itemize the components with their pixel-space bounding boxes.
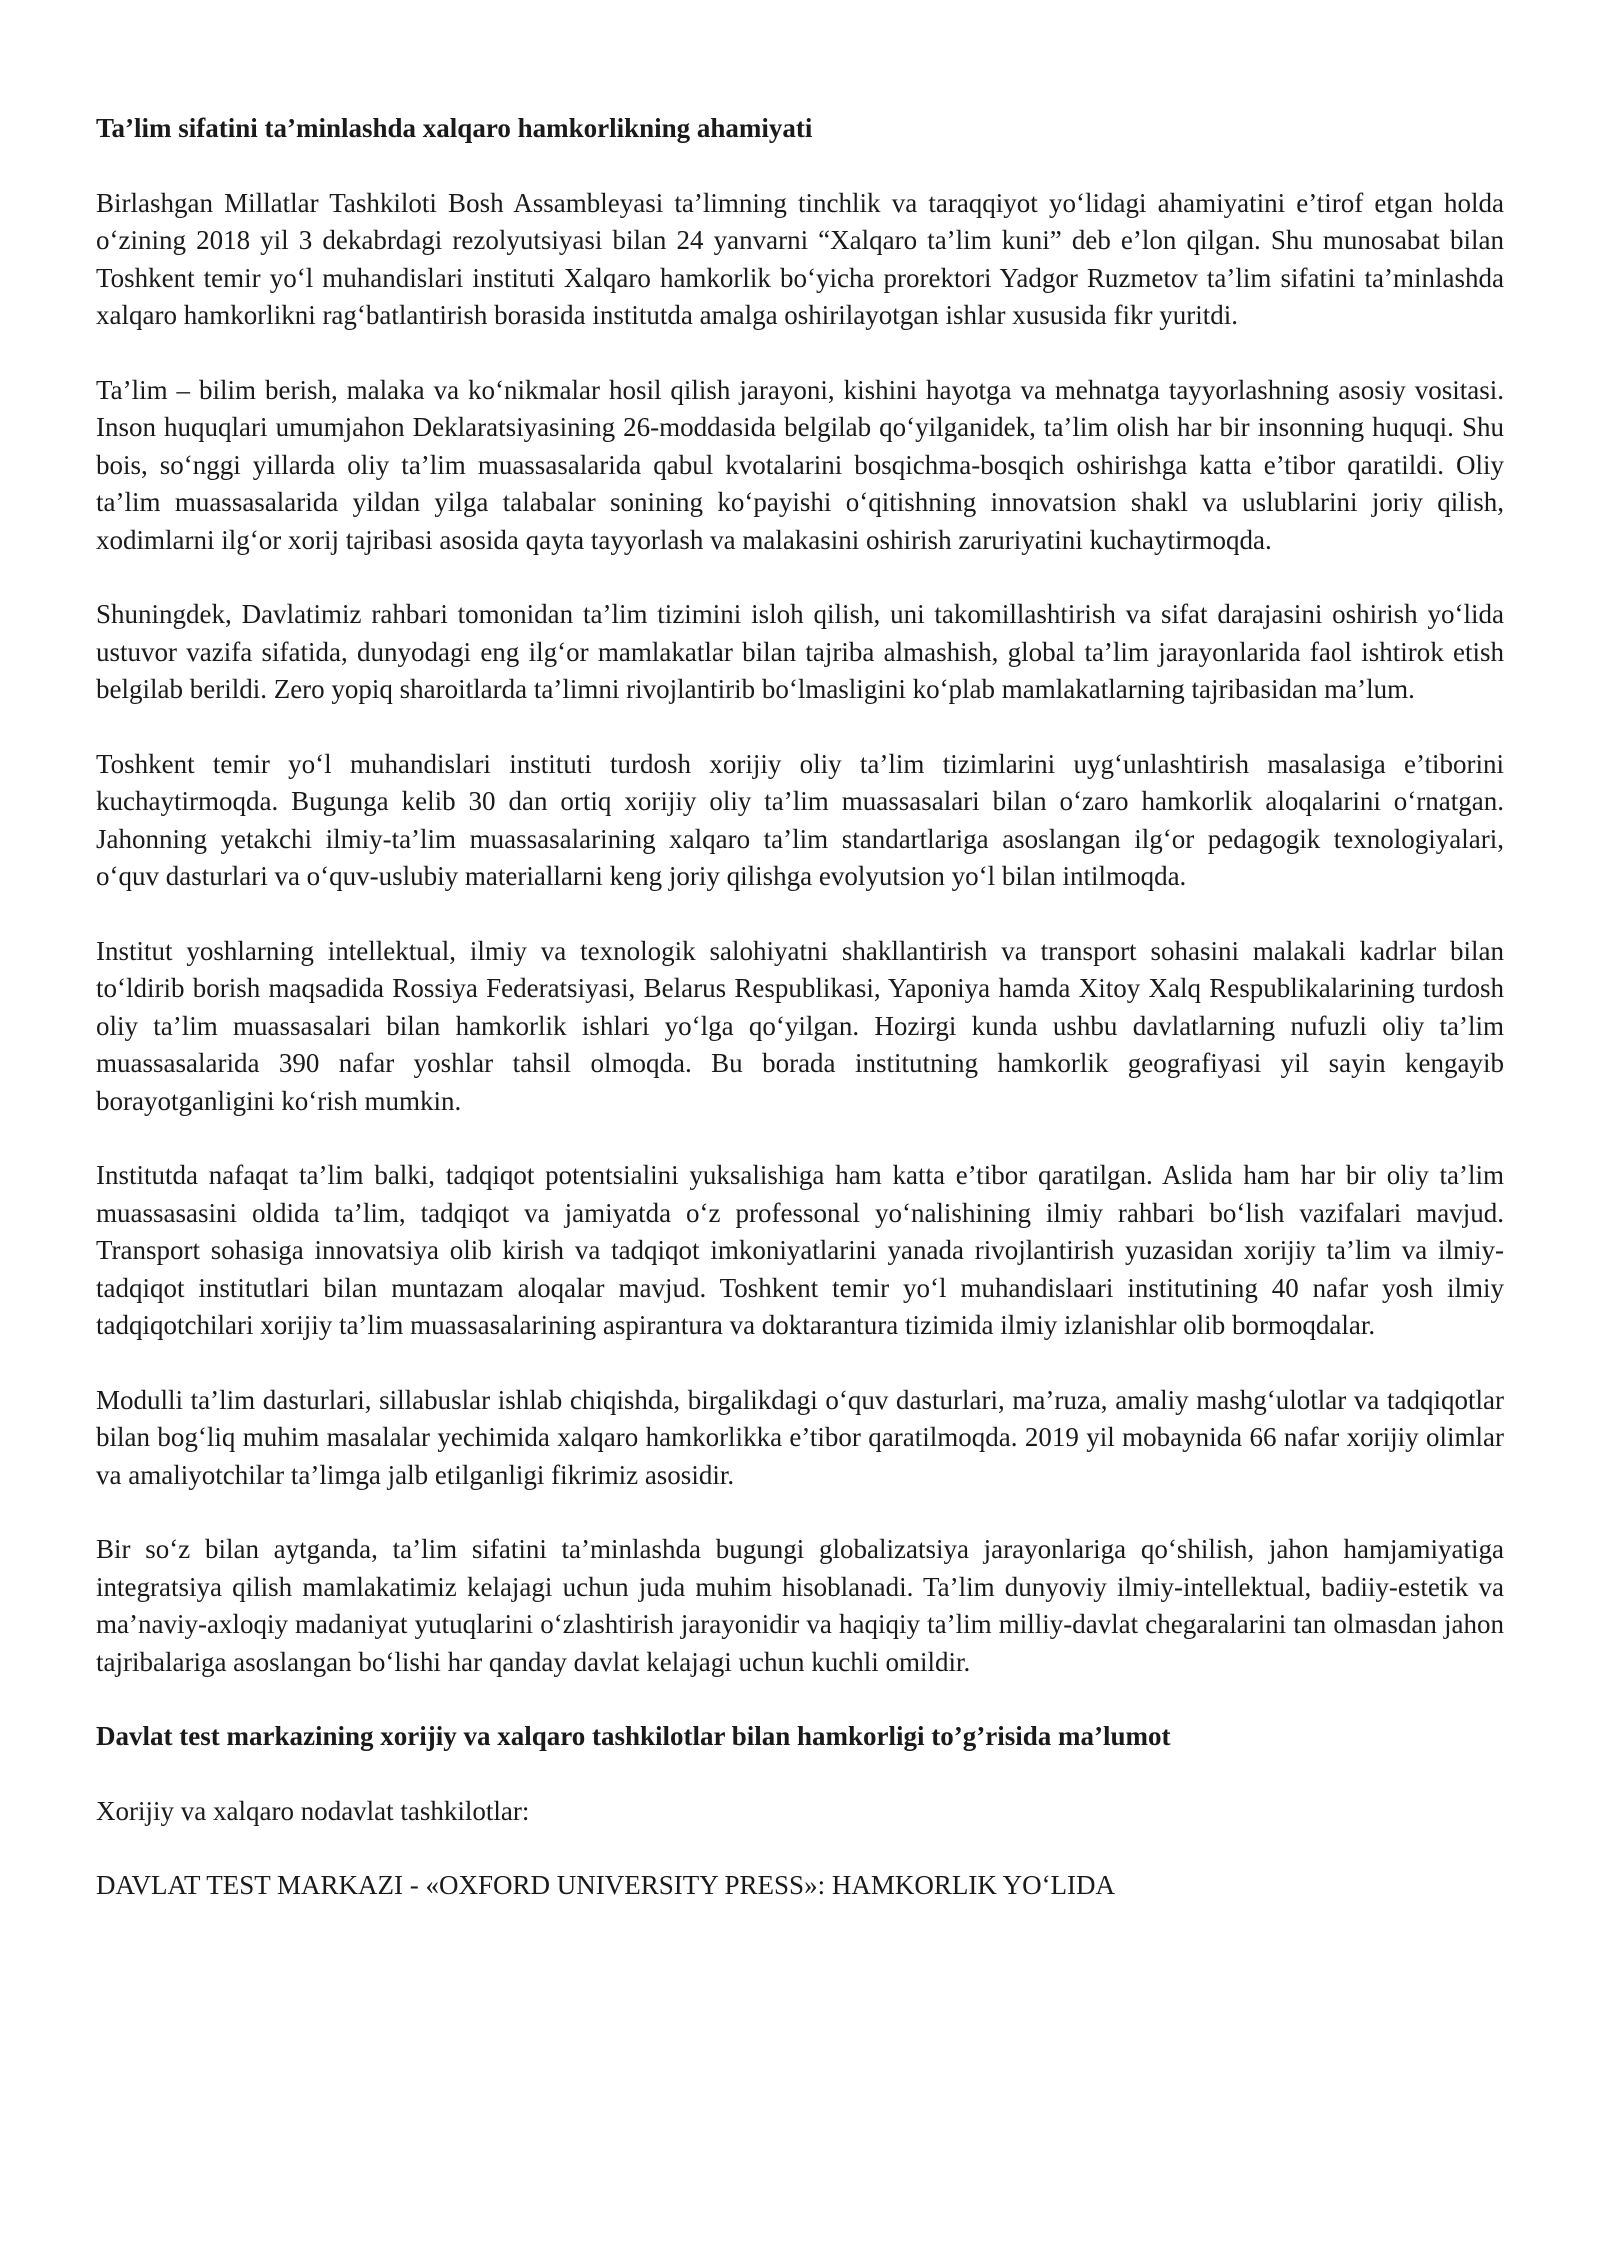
section-title: Davlat test markazining xorijiy va xalqaro tashkilotlar bilan hamkorligi to’g’risida ma’lumot xyxy=(96,1721,1171,1751)
paragraph-7: Modulli ta’lim dasturlari, sillabuslar ishlab chiqishda, birgalikdagi o‘quv dasturlari, ma’ruza, amaliy mashg‘ulotlar va tadqiqotlar bilan bog‘liq muhim masalalar yechimida xalqaro hamkorlikka e’tibor qaratilmoqda. 2019 yil mobaynida 66 nafar xorijiy olimlar va amaliyotchilar ta’limga jalb etilganligi fikrimiz asosidir. xyxy=(96,1384,1504,1490)
document-page xyxy=(96,110,1504,1905)
paragraph-8: Bir so‘z bilan aytganda, ta’lim sifatini ta’minlashda bugungi globalizatsiya jarayonlariga qo‘shilish, jahon hamjamiyatiga integratsiya qilish mamlakatimiz kelajagi uchun juda muhim hisoblanadi. Ta’lim dunyoviy ilmiy-intellektual, badiiy-estetik va ma’naviy-axloqiy madaniyat yutuqlarini o‘zlashtirish jarayonidir va haqiqiy ta’lim milliy-davlat chegaralarini tan olmasdan jahon tajribalariga asoslangan bo‘lishi har qanday davlat kelajagi uchun kuchli omildir. xyxy=(96,1534,1504,1677)
section-intro: Xorijiy va xalqaro nodavlat tashkilotlar: xyxy=(96,1795,530,1826)
paragraph-1: Birlashgan Millatlar Tashkiloti Bosh Assambleyasi ta’limning tinchlik va taraqqiyot yo‘lidagi ahamiyatini e’tirof etgan holda o‘zining 2018 yil 3 dekabrdagi rezolyutsiyasi bilan 24 yanvarni “Xalqaro ta’lim kuni” deb e’lon qilgan. Shu munosabat bilan Toshkent temir yo‘l muhandislari instituti Xalqaro hamkorlik bo‘yicha prorektori Yadgor Ruzmetov ta’lim sifatini ta’minlashda xalqaro hamkorlikni rag‘batlantirish borasida institutda amalga oshirilayotgan ishlar xususida fikr yuritdi. xyxy=(96,187,1504,330)
paragraph-4: Toshkent temir yo‘l muhandislari instituti turdosh xorijiy oliy ta’lim tizimlarini uyg‘unlashtirish masalasiga e’tiborini kuchaytirmoqda. Bugunga kelib 30 dan ortiq xorijiy oliy ta’lim muassasalari bilan o‘zaro hamkorlik aloqalarini o‘rnatgan. Jahonning yetakchi ilmiy-ta’lim muassasalarining xalqaro ta’lim standartlariga asoslangan ilg‘or pedagogik texnologiyalari, o‘quv dasturlari va o‘quv-uslubiy materiallarni keng joriy qilishga evolyutsion yo‘l bilan intilmoqda. xyxy=(96,748,1504,891)
paragraph-6: Institutda nafaqat ta’lim balki, tadqiqot potentsialini yuksalishiga ham katta e’tibor qaratilgan. Aslida ham har bir oliy ta’lim muassasasini oldida ta’lim, tadqiqot va jamiyatda o‘z professonal yo‘nalishining ilmiy rahbari bo‘lish vazifalari mavjud. Transport sohasiga innovatsiya olib kirish va tadqiqot imkoniyatlarini yanada rivojlantirish yuzasidan xorijiy ta’lim va ilmiy-tadqiqot institutlari bilan muntazam aloqalar mavjud. Toshkent temir yo‘l muhandislaari institutining 40 nafar yosh ilmiy tadqiqotchilari xorijiy ta’lim muassasalarining aspirantura va doktarantura tizimida ilmiy izlanishlar olib bormoqdalar. xyxy=(96,1160,1504,1340)
section-item: DAVLAT TEST MARKAZI - «OXFORD UNIVERSITY PRESS»: HAMKORLIK YO‘LIDA xyxy=(96,1870,1116,1900)
paragraph-2: Ta’lim – bilim berish, malaka va ko‘nikmalar hosil qilish jarayoni, kishini hayotga va mehnatga tayyorlashning asosiy vositasi. Inson huquqlari umumjahon Deklaratsiyasining 26-moddasida belgilab qo‘yilganidek, ta’lim olish har bir insonning huquqi. Shu bois, so‘nggi yillarda oliy ta’lim muassasalarida qabul kvotalarini bosqichma-bosqich oshirishga katta e’tibor qaratildi. Oliy ta’lim muassasalarida yildan yilga talabalar sonining ko‘payishi o‘qitishning innovatsion shakl va uslublarini joriy qilish, xodimlarni ilg‘or xorij tajribasi asosida qayta tayyorlash va malakasini oshirish zaruriyatini kuchaytirmoqda. xyxy=(96,374,1504,555)
paragraph-3: Shuningdek, Davlatimiz rahbari tomonidan ta’lim tizimini isloh qilish, uni takomillashtirish va sifat darajasini oshirish yo‘lida ustuvor vazifa sifatida, dunyodagi eng ilg‘or mamlakatlar bilan tajriba almashish, global ta’lim jarayonlarida faol ishtirok etish belgilab berildi. Zero yopiq sharoitlarda ta’limni rivojlantirib bo‘lmasligini ko‘plab mamlakatlarning tajribasidan ma’lum. xyxy=(96,599,1504,704)
paragraph-5: Institut yoshlarning intellektual, ilmiy va texnologik salohiyatni shakllantirish va transport sohasini malakali kadrlar bilan to‘ldirib borish maqsadida Rossiya Federatsiyasi, Belarus Respublikasi, Yaponiya hamda Xitoy Xalq Respublikalarining turdosh oliy ta’lim muassasalari bilan hamkorlik ishlari yo‘lga qo‘yilgan. Hozirgi kunda ushbu davlatlarning nufuzli oliy ta’lim muassasalarida 390 nafar yoshlar tahsil olmoqda. Bu borada institutning hamkorlik geografiyasi yil sayin kengayib borayotganligini ko‘rish mumkin. xyxy=(96,935,1504,1116)
document-title: Ta’lim sifatini ta’minlashda xalqaro hamkorlikning ahamiyati xyxy=(96,113,813,143)
